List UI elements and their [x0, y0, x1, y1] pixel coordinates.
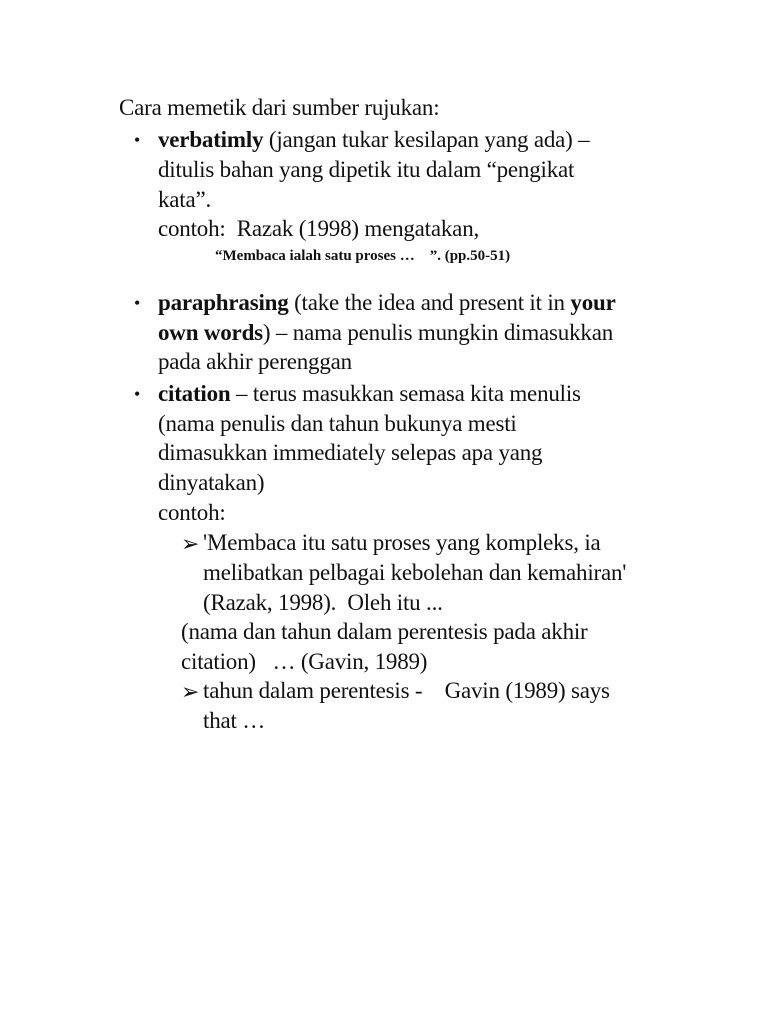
paraphrasing-line-2 — [158, 318, 613, 348]
bullet-dot-icon: • — [134, 130, 141, 150]
citation-line-4: dinyatakan) — [158, 470, 265, 495]
paraphrasing-text-2: ) – nama penulis mungkin dimasukkan — [262, 320, 614, 345]
citation-term: citation — [158, 381, 231, 406]
citation-example-1-line-1: 'Membaca itu satu proses yang kompleks, ia — [203, 530, 601, 555]
citation-line-3: dimasukkan immediately selepas apa yang — [158, 440, 543, 465]
citation-line-2: (nama penulis dan tahun bukunya mesti — [158, 411, 517, 436]
verbatim-line-1 — [158, 125, 589, 155]
paraphrasing-emphasis-2: own words — [158, 320, 263, 345]
paraphrasing-text-1: (take the idea and present it in — [288, 290, 571, 315]
paraphrasing-emphasis-1: your — [570, 290, 616, 315]
citation-text-1: – terus masukkan semasa kita menulis — [230, 381, 581, 406]
verbatim-line-2: ditulis bahan yang dipetik itu dalam “pengikat — [158, 157, 575, 182]
paraphrasing-line-1 — [158, 288, 616, 318]
verbatim-term: verbatimly — [158, 127, 264, 152]
citation-example-2-line-1: tahun dalam perentesis - Gavin (1989) says — [203, 678, 610, 703]
paraphrasing-term: paraphrasing — [158, 290, 289, 315]
citation-example-1-line-3: (Razak, 1998). Oleh itu ... — [203, 590, 443, 615]
verbatim-example-line: contoh: Razak (1998) mengatakan, — [158, 216, 480, 241]
bullet-dot-icon: • — [134, 293, 141, 313]
citation-example-2-line-2: that … — [203, 708, 266, 733]
bullet-dot-icon: • — [134, 384, 141, 404]
verbatim-quote: “Membaca ialah satu proses … ”. (pp.50-51) — [215, 248, 511, 264]
verbatim-line-3: kata”. — [158, 187, 212, 212]
arrow-bullet-icon: ➢ — [181, 531, 200, 556]
citation-example-1-line-2: melibatkan pelbagai kebolehan dan kemahiran' — [203, 560, 627, 585]
citation-note-line-1: (nama dan tahun dalam perentesis pada akhir — [181, 619, 588, 644]
citation-line-1 — [158, 379, 581, 409]
citation-note-line-2: citation) … (Gavin, 1989) — [181, 649, 428, 674]
intro-text: Cara memetik dari sumber rujukan: — [119, 95, 440, 120]
verbatim-text-1: (jangan tukar kesilapan yang ada) – — [263, 127, 590, 152]
paraphrasing-line-3: pada akhir perenggan — [158, 349, 352, 374]
arrow-bullet-icon: ➢ — [181, 679, 200, 704]
citation-example-label: contoh: — [158, 500, 226, 525]
